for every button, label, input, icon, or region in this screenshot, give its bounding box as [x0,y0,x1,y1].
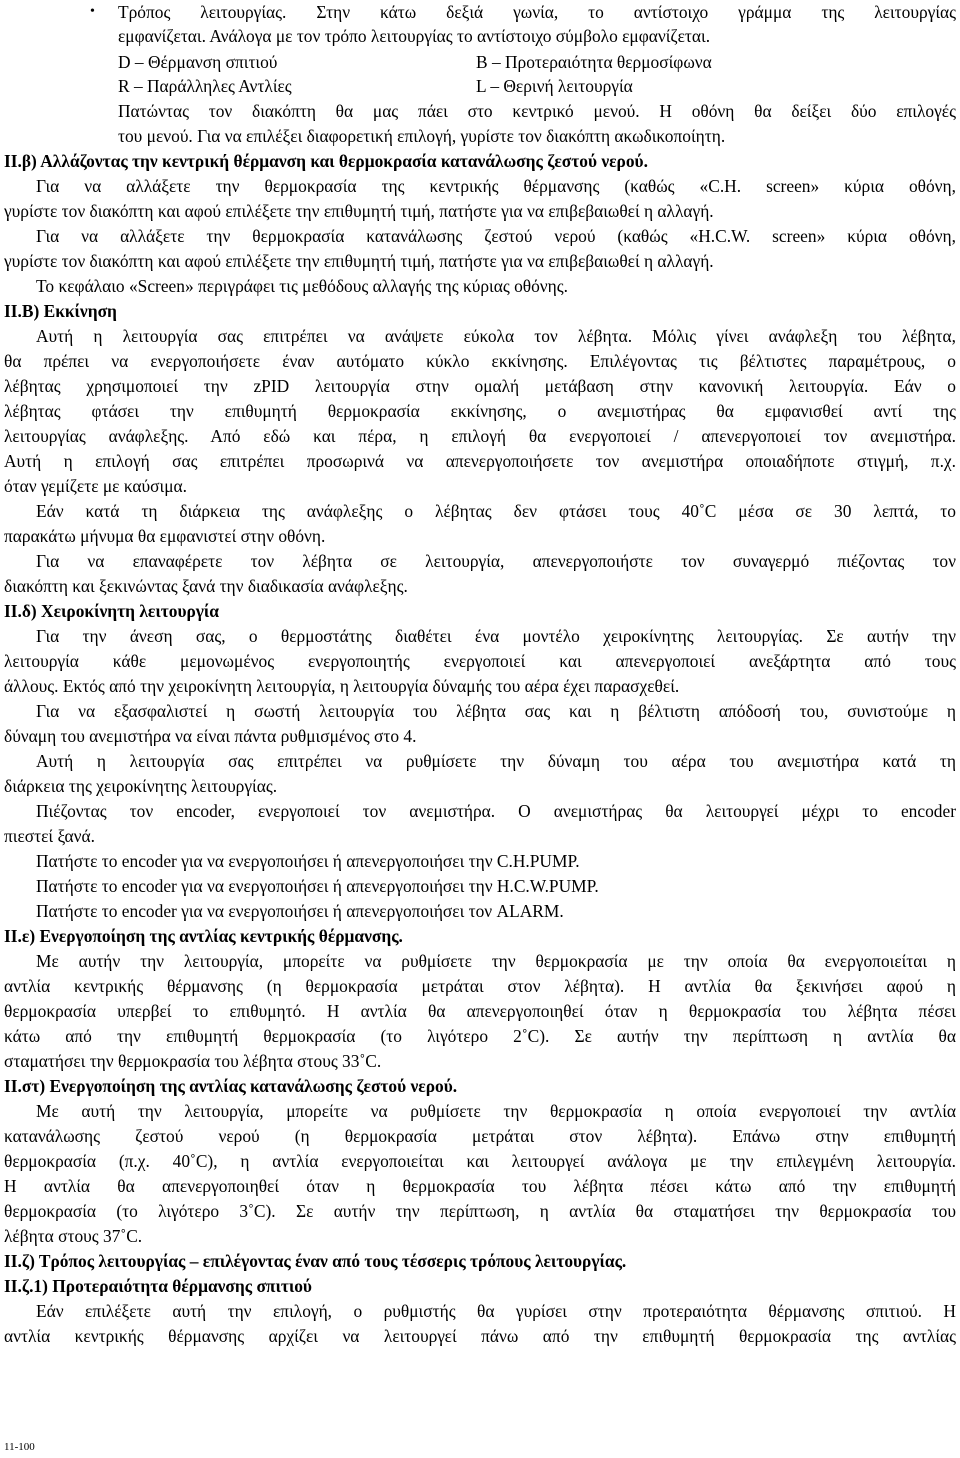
text-line: Πατήστε το encoder για να ενεργοποιήσει ή απενεργοποιήσει τον ALARM. [36,901,564,921]
text-line: αντλία κεντρικής θέρμανσης (η θερμοκρασία μετράται στον λέβητα). Η αντλία θα ξεκινήσει αφού η [4,976,956,996]
text-line: πιεστεί ξανά. [4,826,95,846]
text-line: Πατήστε το encoder για να ενεργοποιήσει ή απενεργοποιήσει την C.H.PUMP. [36,851,580,871]
section-heading: ΙΙ.ζ.1) Προτεραιότητα θέρμανσης σπιτιού [4,1276,312,1296]
text-line: λειτουργίας ανάφλεξης. Από εδώ και πέρα, η επιλογή θα ενεργοποιεί / απενεργοποιεί τον ανεμιστήρα. [4,426,956,446]
text-line: Η αντλία θα απενεργοποιηθεί όταν η θερμοκρασία του λέβητα πέσει κάτω από την επιθυμητή [4,1176,956,1196]
text-line: Εάν κατά τη διάρκεια της ανάφλεξης ο λέβητας δεν φτάσει τους 40˚C μέσα σε 30 λεπτά, το [36,501,956,521]
text-line: Εάν επιλέξετε αυτή την επιλογή, ο ρυθμιστής θα γυρίσει στην προτεραιότητα θέρμανσης σπιτιού. Η [36,1301,956,1321]
text-line: Πατώντας τον διακόπτη θα μας πάει στο κεντρικό μενού. Η οθόνη θα δείξει δύο επιλογές [118,101,956,121]
text-line: εμφανίζεται. Ανάλογα με τον τρόπο λειτουργίας το αντίστοιχο σύμβολο εμφανίζεται. [118,26,711,46]
section-heading: ΙΙ.ε) Ενεργοποίηση της αντλίας κεντρικής θέρμανσης. [4,926,403,946]
text-line: Για να επαναφέρετε τον λέβητα σε λειτουργία, απενεργοποιήστε τον συναγερμό πιέζοντας τον [36,551,956,571]
text-line: γυρίστε τον διακόπτη και αφού επιλέξετε την επιθυμητή τιμή, πατήστε για να επιβεβαιωθεί η αλλαγή. [4,201,714,221]
section-heading: ΙΙ.ζ) Τρόπος λειτουργίας – επιλέγοντας έναν από τους τέσσερις τρόπους λειτουργίας. [4,1251,627,1271]
text-line: λέβητας φτάσει την επιθυμητή θερμοκρασία εκκίνησης, ο ανεμιστήρας θα εμφανισθεί αντί της [4,401,956,421]
text-line: θερμοκρασία (π.χ. 40˚C), η αντλία ενεργοποιείται και λειτουργεί ανάλογα με την επιλεγμένη λειτουργία. [4,1151,956,1171]
text-line: σταματήσει την θερμοκρασία του λέβητα στους 33˚C. [4,1051,382,1071]
text-line: διάρκεια της χειροκίνητης λειτουργίας. [4,776,278,796]
text-line: γυρίστε τον διακόπτη και αφού επιλέξετε την επιθυμητή τιμή, πατήστε για να επιβεβαιωθεί η αλλαγή. [4,251,714,271]
text-line: Αυτή η λειτουργία σας επιτρέπει να ρυθμίσετε την δύναμη του αέρα του ανεμιστήρα κατά τη [36,751,956,771]
text-line: Για να εξασφαλιστεί η σωστή λειτουργία του λέβητα σας και η βέλτιστη απόδοσή του, συνιστούμε η [36,701,956,721]
text-line: Με αυτήν την λειτουργία, μπορείτε να ρυθμίσετε την θερμοκρασία με την οποία θα ενεργοποιείται η [36,951,956,971]
text-line: δύναμη του ανεμιστήρα να είναι πάντα ρυθμισμένος στο 4. [4,726,417,746]
text-line: θερμοκρασία (το λιγότερο 3˚C). Σε αυτήν την περίπτωση, η αντλία θα σταματήσει την θερμοκρασία του [4,1201,956,1221]
text-line: Πιέζοντας τον encoder, ενεργοποιεί τον ανεμιστήρα. Ο ανεμιστήρας θα λειτουργεί μέχρι το encoder [36,801,956,821]
text-line: θερμοκρασία υπερβεί το επιθυμητό. Η αντλία θα απενεργοποιηθεί όταν η θερμοκρασία του λέβητα πέσει [4,1001,956,1021]
section-heading: ΙΙ.Β) Εκκίνηση [4,301,117,321]
text-line: Για να αλλάξετε την θερμοκρασία κατανάλωσης ζεστού νερού (καθώς «H.C.W. screen» κύρια οθόνη, [36,226,956,246]
text-line: Για την άνεση σας, ο θερμοστάτης διαθέτει ένα μοντέλο χειροκίνητης λειτουργίας. Σε αυτήν την [36,626,956,646]
text-line: του μενού. Για να επιλέξει διαφορετική επιλογή, γυρίστε τον διακόπτη ακωδικοποίητη. [118,126,726,146]
text-line: Αυτή η επιλογή σας επιτρέπει προσωρινά να απενεργοποιήσετε τον ανεμιστήρα οποιαδήποτε στιγμή, π.χ. [4,451,956,471]
text-line: αντλία κεντρικής θέρμανσης αρχίζει να λειτουργεί πάνω από την επιθυμητή θερμοκρασία της αντλίας [4,1326,956,1346]
bullet-icon: • [90,4,95,19]
text-line: λειτουργία κάθε μεμονωμένος ενεργοποιητής ενεργοποιεί και απενεργοποιεί ανεξάρτητα από τους [4,651,956,671]
section-heading: ΙΙ.δ) Χειροκίνητη λειτουργία [4,601,220,621]
text-line: Πατήστε το encoder για να ενεργοποιήσει ή απενεργοποιήσει την H.C.W.PUMP. [36,876,599,896]
mode-row [118,50,956,74]
mode-row [118,74,956,98]
mode-label: B – Προτεραιότητα θερμοσίφωνα [476,52,712,72]
section-heading: ΙΙ.β) Αλλάζοντας την κεντρική θέρμανση και θερμοκρασία κατανάλωσης ζεστού νερού. [4,151,648,171]
text-line: λέβητα στους 37˚C. [4,1226,143,1246]
mode-label: R – Παράλληλες Αντλίες [118,76,292,96]
mode-label: D – Θέρμανση σπιτιού [118,52,278,72]
text-line: κάτω από την επιθυμητή θερμοκρασία (το λιγότερο 2˚C). Σε αυτήν την περίπτωση η αντλία θα [4,1026,956,1046]
text-line: λέβητας χρησιμοποιεί την zPID λειτουργία στην ομαλή μετάβαση στην κανονική λειτουργία. Εάν ο [4,376,956,396]
text-line: Για να αλλάξετε την θερμοκρασία της κεντρικής θέρμανσης (καθώς «C.H. screen» κύρια οθόνη, [36,176,956,196]
text-line: άλλους. Εκτός από την χειροκίνητη λειτουργία, η λειτουργία δύναμής του αέρα έχει παρασχεθεί. [4,676,680,696]
text-line: διακόπτη και ξεκινώντας ξανά την διαδικασία ανάφλεξης. [4,576,408,596]
page-number: 11-100 [4,1441,35,1453]
mode-label: L – Θερινή λειτουργία [476,76,633,96]
text-line: παρακάτω μήνυμα θα εμφανιστεί στην οθόνη. [4,526,326,546]
text-line: Με αυτή την λειτουργία, μπορείτε να ρυθμίσετε την θερμοκρασία η οποία ενεργοποιεί την αντλία [36,1101,956,1121]
text-line: όταν γεμίζετε με καύσιμα. [4,476,187,496]
text-line: θα πρέπει να ενεργοποιήσετε έναν αυτόματο κύκλο εκκίνησης. Επιλέγοντας τις βέλτιστες παραμέτρους, ο [4,351,956,371]
text-line: Τρόπος λειτουργίας. Στην κάτω δεξιά γωνία, το αντίστοιχο γράμμα της λειτουργίας [118,2,956,22]
text-line: Το κεφάλαιο «Screen» περιγράφει τις μεθόδους αλλαγής της κύριας οθόνης. [36,276,568,296]
text-line: Αυτή η λειτουργία σας επιτρέπει να ανάψετε εύκολα τον λέβητα. Μόλις γίνει ανάφλεξη του λέβητα, [36,326,956,346]
section-heading: ΙΙ.στ) Ενεργοποίηση της αντλίας κατανάλωσης ζεστού νερού. [4,1076,458,1096]
text-line: κατανάλωσης ζεστού νερού (η θερμοκρασία μετράται στον λέβητα). Επάνω στην επιθυμητή [4,1126,956,1146]
